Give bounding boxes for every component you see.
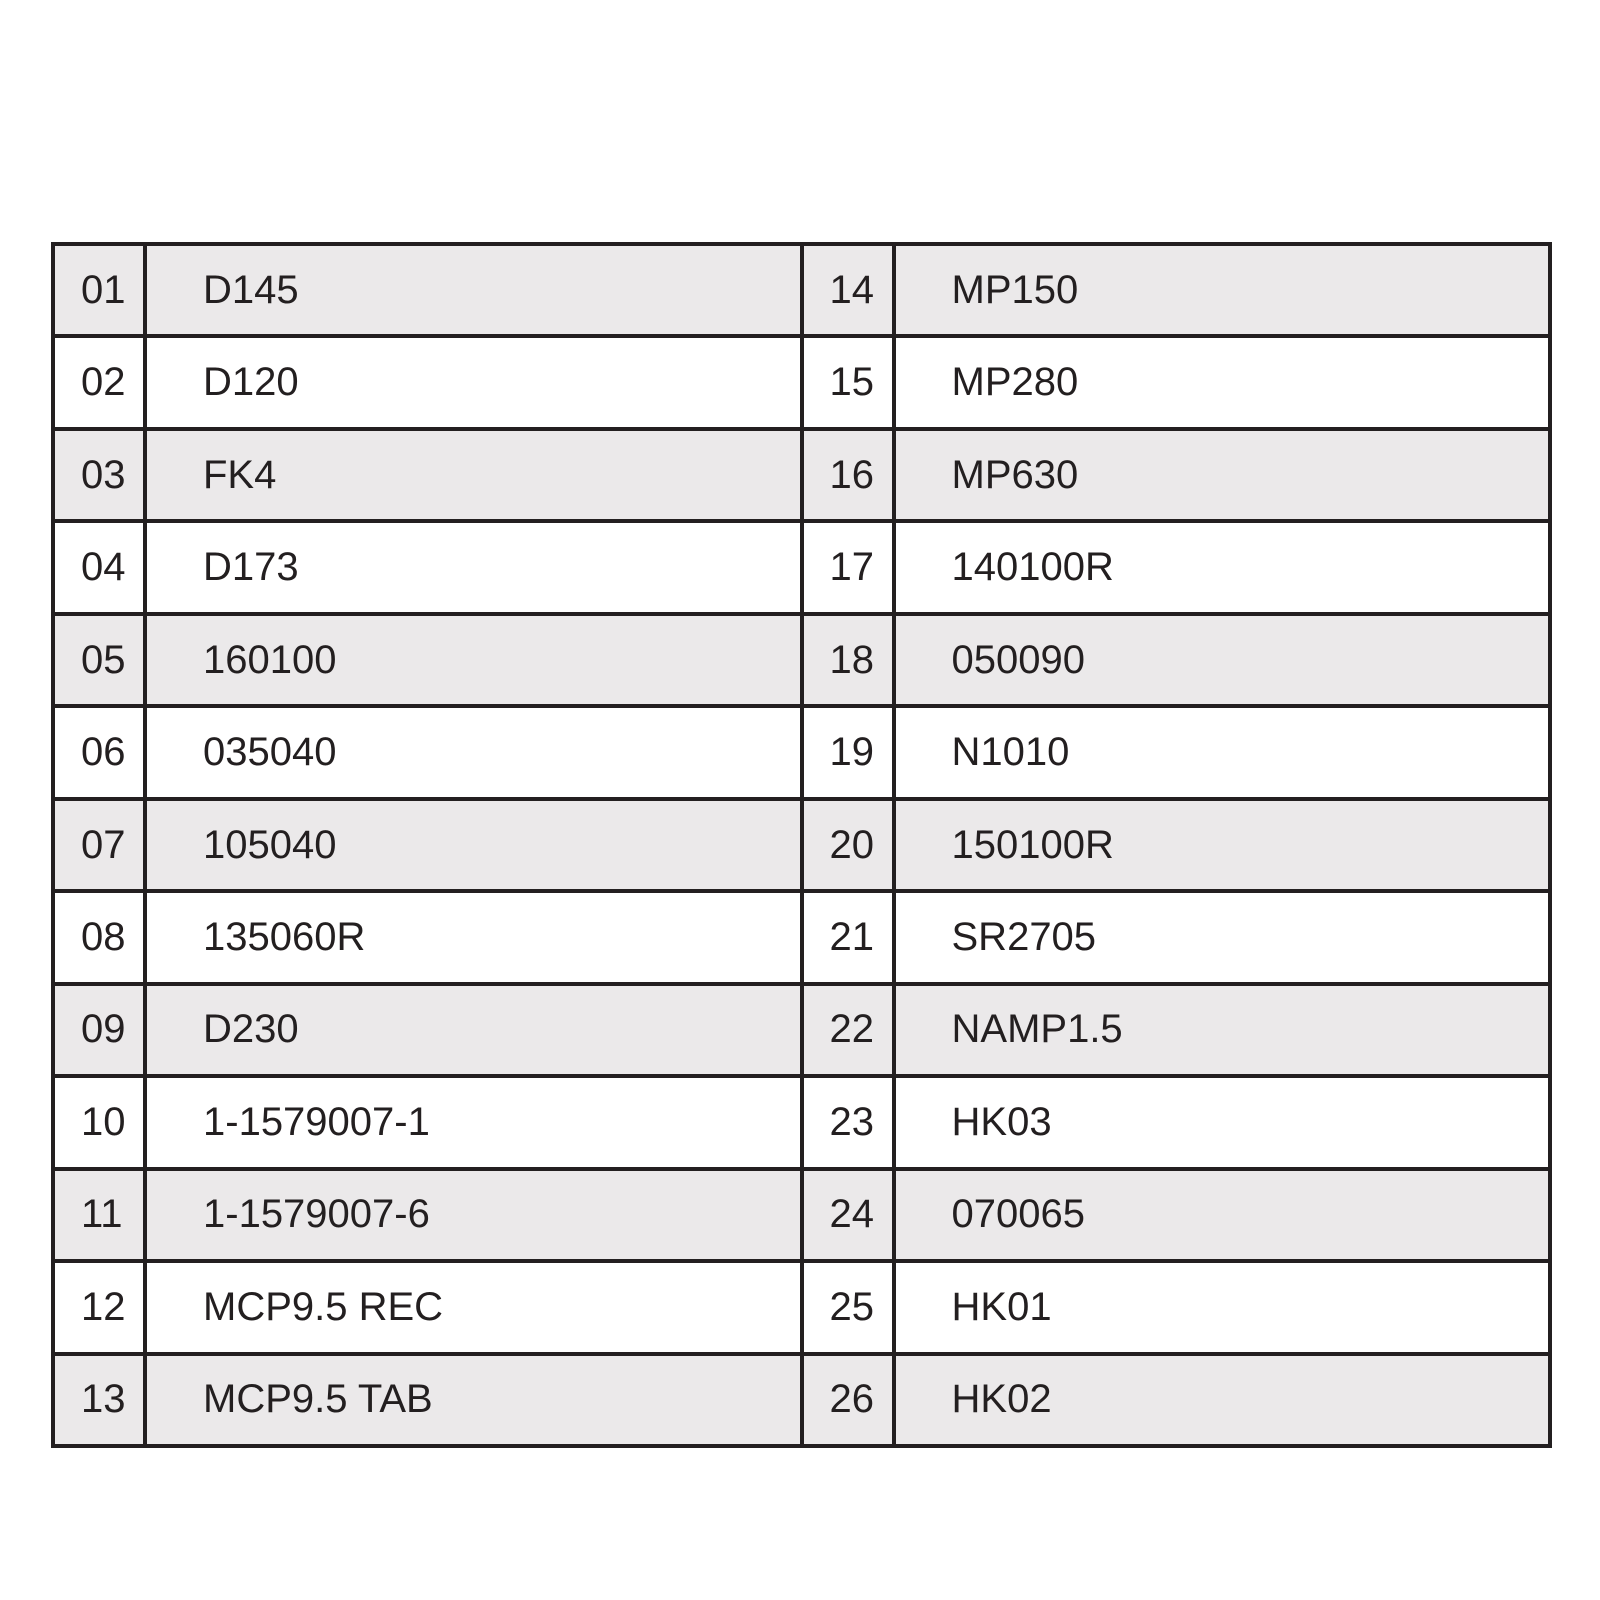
row-number: 15 (804, 338, 896, 426)
table-row (804, 1078, 1549, 1170)
table-row (55, 1171, 800, 1263)
table-row (804, 246, 1549, 338)
row-number: 08 (55, 893, 147, 981)
row-number: 22 (804, 986, 896, 1074)
part-code: 140100R (951, 545, 1114, 590)
part-code: 070065 (951, 1192, 1085, 1237)
table-row (804, 1171, 1549, 1263)
row-number: 24 (804, 1171, 896, 1259)
part-code: D230 (203, 1007, 299, 1052)
row-number: 02 (55, 338, 147, 426)
row-number: 11 (55, 1171, 147, 1259)
table-row (804, 986, 1549, 1078)
row-number: 18 (804, 616, 896, 704)
row-number: 09 (55, 986, 147, 1074)
table-row (55, 986, 800, 1078)
row-number: 04 (55, 523, 147, 611)
row-number: 01 (55, 246, 147, 334)
part-code: MP280 (951, 360, 1079, 405)
row-number: 10 (55, 1078, 147, 1166)
part-code: MCP9.5 TAB (203, 1377, 433, 1422)
row-number: 14 (804, 246, 896, 334)
part-code: 135060R (203, 915, 366, 960)
right-column-group (804, 246, 1549, 1444)
part-code: 1-1579007-6 (203, 1192, 430, 1237)
row-number: 12 (55, 1263, 147, 1351)
part-code: 1-1579007-1 (203, 1099, 430, 1144)
table-row (55, 246, 800, 338)
table-row (55, 338, 800, 430)
row-number: 13 (55, 1356, 147, 1444)
table-row (804, 708, 1549, 800)
part-code: HK01 (951, 1284, 1052, 1329)
table-row (804, 1263, 1549, 1355)
table-row (55, 523, 800, 615)
table-row (55, 431, 800, 523)
part-code: N1010 (951, 730, 1070, 775)
part-code: SR2705 (951, 915, 1097, 960)
part-code: HK02 (951, 1377, 1052, 1422)
row-number: 17 (804, 523, 896, 611)
part-code: 160100 (203, 637, 337, 682)
table-row (804, 1356, 1549, 1444)
table-row (804, 801, 1549, 893)
left-column-group (55, 246, 804, 1444)
table-row (55, 1263, 800, 1355)
part-code: D145 (203, 267, 299, 312)
row-number: 03 (55, 431, 147, 519)
row-number: 23 (804, 1078, 896, 1166)
row-number: 05 (55, 616, 147, 704)
part-code: D173 (203, 545, 299, 590)
row-number: 26 (804, 1356, 896, 1444)
part-code: MP150 (951, 267, 1079, 312)
part-code: 105040 (203, 822, 337, 867)
table-row (804, 893, 1549, 985)
part-code: 050090 (951, 637, 1085, 682)
table-row (804, 616, 1549, 708)
table-row (55, 801, 800, 893)
part-code: D120 (203, 360, 299, 405)
table-row (55, 893, 800, 985)
row-number: 20 (804, 801, 896, 889)
row-number: 25 (804, 1263, 896, 1351)
row-number: 07 (55, 801, 147, 889)
table-row (55, 708, 800, 800)
part-code: MP630 (951, 452, 1079, 497)
table-row (804, 431, 1549, 523)
part-code: 150100R (951, 822, 1114, 867)
row-number: 19 (804, 708, 896, 796)
table-row (55, 616, 800, 708)
row-number: 21 (804, 893, 896, 981)
table-row (804, 523, 1549, 615)
part-code: NAMP1.5 (951, 1007, 1123, 1052)
part-code: HK03 (951, 1099, 1052, 1144)
parts-table (51, 242, 1552, 1448)
table-row (804, 338, 1549, 430)
table-row (55, 1356, 800, 1444)
row-number: 16 (804, 431, 896, 519)
row-number: 06 (55, 708, 147, 796)
table-row (55, 1078, 800, 1170)
part-code: 035040 (203, 730, 337, 775)
part-code: FK4 (203, 452, 277, 497)
part-code: MCP9.5 REC (203, 1284, 444, 1329)
